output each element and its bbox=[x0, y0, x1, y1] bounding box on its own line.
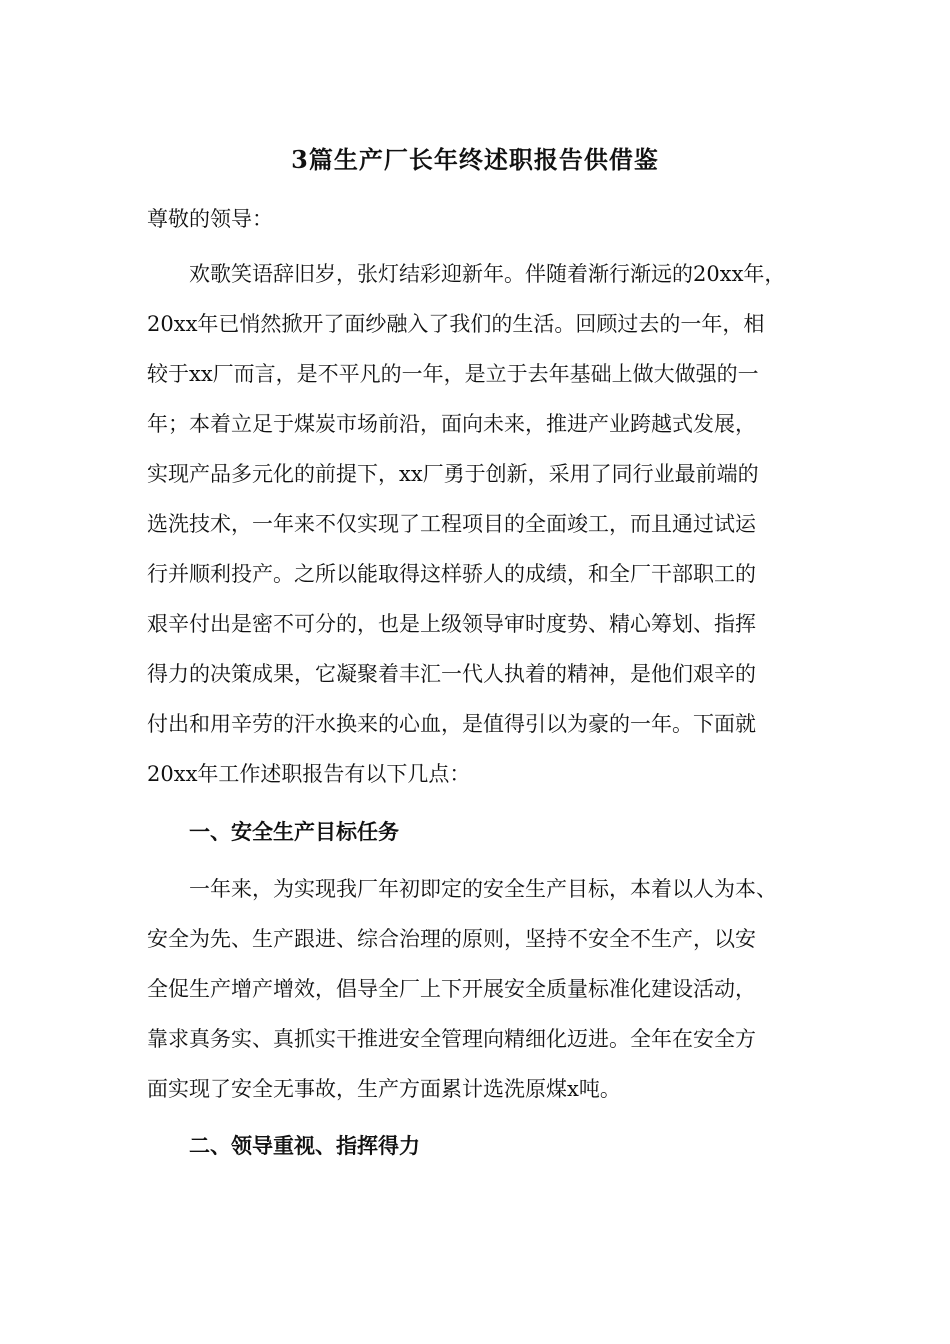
paragraph-line: 靠求真务实、真抓实干推进安全管理向精细化迈进。全年在安全方 bbox=[147, 1027, 756, 1051]
section-heading: 一、安全生产目标任务 bbox=[189, 819, 399, 844]
paragraph-line: 选洗技术，一年来不仅实现了工程项目的全面竣工，而且通过试运 bbox=[147, 512, 756, 536]
paragraph-line: 面实现了安全无事故，生产方面累计选洗原煤x吨。 bbox=[147, 1077, 621, 1101]
document-title: 3篇生产厂长年终述职报告供借鉴 bbox=[291, 145, 659, 174]
paragraph-line: 20xx年已悄然掀开了面纱融入了我们的生活。回顾过去的一年，相 bbox=[147, 312, 765, 336]
paragraph-line: 一年来，为实现我厂年初即定的安全生产目标，本着以人为本、 bbox=[189, 877, 777, 901]
paragraph-line: 艰辛付出是密不可分的，也是上级领导审时度势、精心筹划、指挥 bbox=[147, 612, 756, 636]
paragraph-line: 欢歌笑语辞旧岁，张灯结彩迎新年。伴随着渐行渐远的20xx年， bbox=[189, 262, 786, 286]
paragraph-line: 全促生产增产增效，倡导全厂上下开展安全质量标准化建设活动， bbox=[147, 977, 756, 1001]
paragraph-line: 得力的决策成果，它凝聚着丰汇一代人执着的精神，是他们艰辛的 bbox=[147, 662, 756, 686]
section-heading: 二、领导重视、指挥得力 bbox=[189, 1133, 420, 1158]
paragraph-line: 年；本着立足于煤炭市场前沿，面向未来，推进产业跨越式发展， bbox=[147, 412, 756, 436]
salutation: 尊敬的领导： bbox=[147, 207, 273, 231]
paragraph-line: 行并顺利投产。之所以能取得这样骄人的成绩，和全厂干部职工的 bbox=[147, 562, 756, 586]
paragraph-line: 付出和用辛劳的汗水换来的心血，是值得引以为豪的一年。下面就 bbox=[147, 712, 756, 736]
paragraph-line: 安全为先、生产跟进、综合治理的原则，坚持不安全不生产，以安 bbox=[147, 927, 756, 951]
paragraph-line: 较于xx厂而言，是不平凡的一年，是立于去年基础上做大做强的一 bbox=[147, 362, 759, 386]
paragraph-line: 实现产品多元化的前提下，xx厂勇于创新，采用了同行业最前端的 bbox=[147, 462, 759, 486]
paragraph-line: 20xx年工作述职报告有以下几点： bbox=[147, 762, 471, 786]
